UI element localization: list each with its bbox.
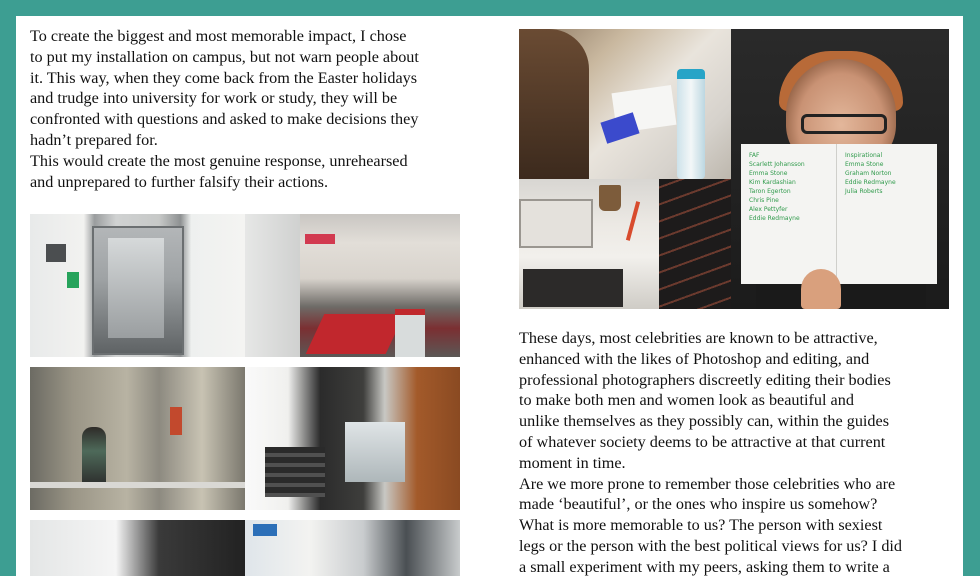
- handrail: [30, 482, 245, 488]
- notebook: [519, 199, 593, 248]
- intro-paragraph: To create the biggest and most memorable impact, I chose to put my installation on campus, but not warn people about it. This way, when they come back from the Easter holidays and trudge into university for work or study, they will be confronted with questions and asked to make decisions they hadn’t prepared for. This would create the most genuine response, unrehearsed and unprepared to further falsify their actions.: [30, 27, 419, 191]
- celebrity-paragraph: These days, most celebrities are known to be attractive, enhanced with the likes of Photoshop and editing, and professional photographers discreetly editing their bodies to make both men and women look as beautiful and unlike themselves as they possibly can, within the guides of whatever society deems to be attractive at that current moment in time. Are we more prone to remember those celebrities who are made ‘beautiful’, or the ones who inspire us somehow? What is more memorable to us? The person with sexiest legs or the person with the best political views for us? I did a small experiment with my peers, asking them to write a: [519, 329, 903, 576]
- coffee-cup: [599, 185, 621, 211]
- red-carpet: [306, 314, 405, 354]
- card-list-inspirational: Inspirational Emma Stone Graham Norton Eddie Redmayne Julia Roberts: [845, 152, 896, 195]
- pen: [626, 201, 640, 241]
- stair-window: [345, 422, 405, 482]
- thumb: [801, 269, 841, 309]
- photographer-reflection: [82, 427, 106, 487]
- writing-hands-photo: [519, 179, 731, 309]
- card-list-faf: FAF Scarlett Johansson Emma Stone Kim Kardashian Taron Egerton Chris Pine Alex Pettyfer Eddie Redmayne: [749, 152, 805, 222]
- stair-steps: [265, 447, 325, 497]
- corridor-photo: [30, 520, 245, 576]
- staircase-photo: [245, 367, 460, 510]
- drawing-table-photo: [519, 29, 731, 179]
- held-card-photo: [731, 29, 949, 309]
- blue-sign: [253, 524, 277, 536]
- tray: [523, 269, 623, 307]
- striped-sleeve: [659, 179, 731, 309]
- lift-entrance-photo: [30, 214, 245, 357]
- lobby-photo: [245, 214, 460, 357]
- lift-panel: [170, 407, 182, 435]
- recycling-bin: [395, 309, 425, 357]
- banner: [305, 234, 335, 244]
- stairwell-photo: [245, 520, 460, 576]
- sign-panel: [46, 244, 66, 262]
- lift-door: [92, 226, 184, 355]
- water-bottle: [677, 69, 705, 179]
- lift-mirror-photo: [30, 367, 245, 510]
- document-page: [16, 16, 963, 576]
- phone: [600, 112, 639, 143]
- glasses: [801, 114, 887, 134]
- fire-exit-sign: [67, 272, 79, 288]
